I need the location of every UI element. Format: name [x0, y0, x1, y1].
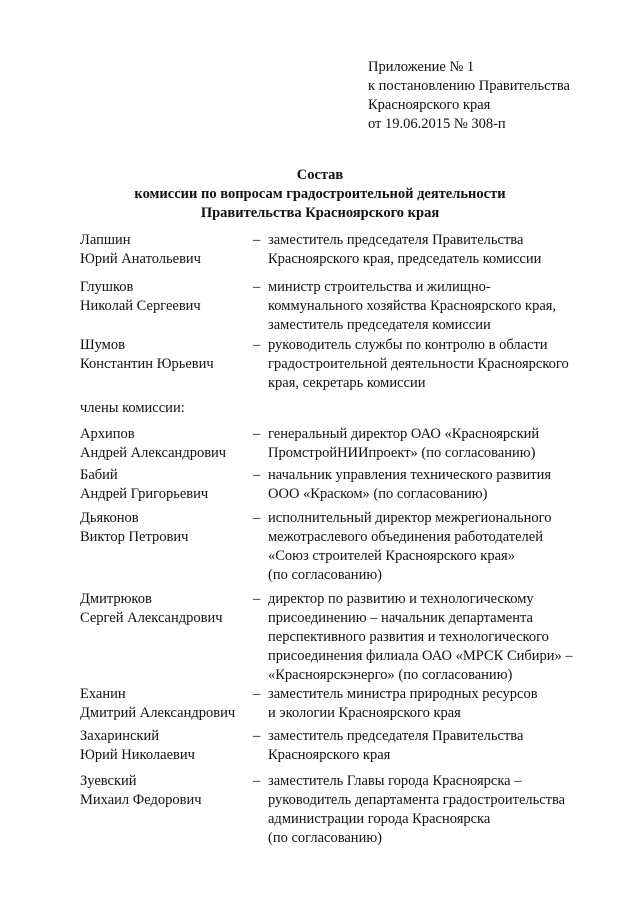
role-line: присоединения филиала ОАО «МРСК Сибири» –: [268, 648, 573, 664]
dash-separator: –: [253, 232, 261, 248]
appendix-line: к постановлению Правительства: [368, 78, 570, 94]
member-role: [268, 425, 608, 463]
role-line: заместитель министра природных ресурсов: [268, 686, 538, 702]
role-line: директор по развитию и технологическому: [268, 591, 534, 607]
member-surname: Дьяконов: [80, 510, 139, 526]
dash-separator: –: [253, 279, 261, 295]
role-line: «Союз строителей Красноярского края»: [268, 548, 515, 564]
member-given-name: Михаил Федорович: [80, 792, 202, 808]
member-surname: Бабий: [80, 467, 118, 483]
role-line: исполнительный директор межрегионального: [268, 510, 552, 526]
member-name: [80, 231, 201, 269]
dash-separator: –: [253, 686, 261, 702]
member-surname: Лапшин: [80, 232, 131, 248]
member-name: [80, 336, 214, 374]
member-given-name: Дмитрий Александрович: [80, 705, 236, 721]
member-surname: Дмитрюков: [80, 591, 152, 607]
role-line: присоединению – начальник департамента: [268, 610, 533, 626]
dash-separator: –: [253, 773, 261, 789]
role-line: перспективного развития и технологического: [268, 629, 549, 645]
role-line: генеральный директор ОАО «Красноярский: [268, 426, 540, 442]
member-name: [80, 425, 226, 463]
document-heading: [0, 166, 640, 223]
members-label: члены комиссии:: [80, 400, 185, 416]
role-line: заместитель председателя Правительства: [268, 728, 524, 744]
member-name: [80, 685, 235, 723]
role-line: коммунального хозяйства Красноярского края,: [268, 298, 557, 314]
member-name: [80, 727, 195, 765]
dash-separator: –: [253, 337, 261, 353]
member-name: [80, 590, 223, 628]
role-line: ПромстройНИИпроект» (по согласованию): [268, 445, 536, 461]
member-role: [268, 231, 608, 269]
appendix-line: от 19.06.2015 № 308-п: [368, 116, 506, 132]
role-line: «Красноярскэнерго» (по согласованию): [268, 667, 513, 683]
role-line: (по согласованию): [268, 567, 382, 583]
member-given-name: Николай Сергеевич: [80, 298, 201, 314]
role-line: (по согласованию): [268, 830, 382, 846]
member-name: [80, 278, 201, 316]
member-role: [268, 772, 608, 848]
heading-title: Состав: [296, 167, 344, 183]
dash-separator: –: [253, 426, 261, 442]
dash-separator: –: [253, 591, 261, 607]
member-name: [80, 772, 202, 810]
role-line: заместитель Главы города Красноярска –: [268, 773, 522, 789]
role-line: края, секретарь комиссии: [268, 375, 426, 391]
dash-separator: –: [253, 510, 261, 526]
member-given-name: Юрий Анатольевич: [80, 251, 201, 267]
member-given-name: Андрей Григорьевич: [80, 486, 209, 502]
role-line: заместитель председателя комиссии: [268, 317, 491, 333]
member-name: [80, 509, 188, 547]
role-line: руководитель департамента градостроительства: [268, 792, 566, 808]
role-line: градостроительной деятельности Красноярского: [268, 356, 569, 372]
role-line: Красноярского края, председатель комиссии: [268, 251, 542, 267]
role-line: начальник управления технического развития: [268, 467, 552, 483]
appendix-line: Приложение № 1: [368, 59, 475, 75]
member-role: [268, 590, 608, 685]
role-line: руководитель службы по контролю в области: [268, 337, 548, 353]
member-surname: Захаринский: [80, 728, 159, 744]
role-line: Красноярского края: [268, 747, 391, 763]
heading-line: комиссии по вопросам градостроительной деятельности: [134, 186, 506, 202]
role-line: администрации города Красноярска: [268, 811, 491, 827]
member-surname: Шумов: [80, 337, 125, 353]
dash-separator: –: [253, 728, 261, 744]
role-line: заместитель председателя Правительства: [268, 232, 524, 248]
member-role: [268, 336, 608, 393]
member-given-name: Юрий Николаевич: [80, 747, 195, 763]
member-role: [268, 727, 608, 765]
role-line: ООО «Краском» (по согласованию): [268, 486, 488, 502]
appendix-note: [368, 58, 570, 134]
role-line: и экологии Красноярского края: [268, 705, 461, 721]
role-line: межотраслевого объединения работодателей: [268, 529, 543, 545]
member-given-name: Константин Юрьевич: [80, 356, 214, 372]
member-role: [268, 685, 608, 723]
member-given-name: Сергей Александрович: [80, 610, 223, 626]
member-surname: Архипов: [80, 426, 135, 442]
member-surname: Глушков: [80, 279, 134, 295]
member-role: [268, 278, 608, 335]
heading-line: Правительства Красноярского края: [200, 205, 440, 221]
role-line: министр строительства и жилищно-: [268, 279, 491, 295]
member-role: [268, 466, 608, 504]
member-surname: Зуевский: [80, 773, 137, 789]
member-surname: Еханин: [80, 686, 126, 702]
member-given-name: Андрей Александрович: [80, 445, 227, 461]
dash-separator: –: [253, 467, 261, 483]
member-name: [80, 466, 208, 504]
member-role: [268, 509, 608, 585]
member-given-name: Виктор Петрович: [80, 529, 189, 545]
appendix-line: Красноярского края: [368, 97, 491, 113]
